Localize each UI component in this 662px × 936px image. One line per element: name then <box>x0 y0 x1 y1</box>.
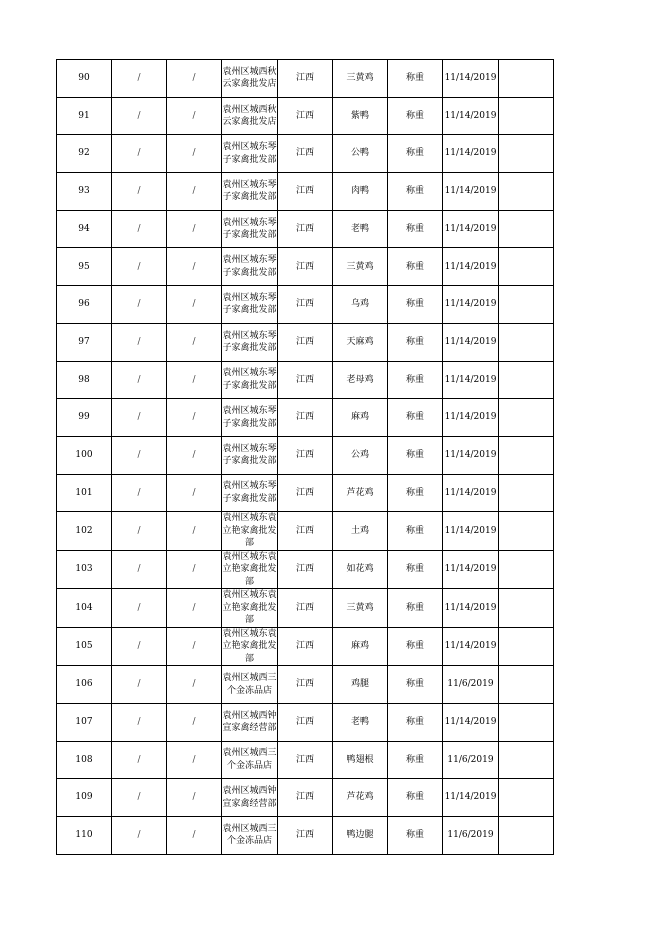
date-cell: 11/14/2019 <box>443 627 499 666</box>
slash-cell: / <box>112 512 167 551</box>
slash-cell: / <box>112 60 167 98</box>
row-number-cell: 104 <box>57 589 112 628</box>
slash-cell: / <box>112 210 167 248</box>
slash-cell: / <box>167 589 222 628</box>
slash-cell: / <box>167 323 222 361</box>
slash-cell: / <box>112 703 167 741</box>
method-cell: 称重 <box>388 589 443 628</box>
origin-cell: 江西 <box>278 627 333 666</box>
shop-name-cell: 袁州区城西钟宣家禽经营部 <box>222 703 278 741</box>
product-cell: 麻鸡 <box>333 627 388 666</box>
product-cell: 鸭边腿 <box>333 817 388 855</box>
origin-cell: 江西 <box>278 248 333 286</box>
product-cell: 土鸡 <box>333 512 388 551</box>
product-cell: 三黄鸡 <box>333 589 388 628</box>
row-number-cell: 106 <box>57 666 112 704</box>
shop-name-cell: 袁州区城东琴子家禽批发部 <box>222 474 278 512</box>
empty-cell <box>499 779 554 817</box>
slash-cell: / <box>167 512 222 551</box>
slash-cell: / <box>167 550 222 589</box>
empty-cell <box>499 436 554 474</box>
date-cell: 11/14/2019 <box>443 173 499 211</box>
slash-cell: / <box>167 627 222 666</box>
slash-cell: / <box>167 97 222 135</box>
product-cell: 麻鸡 <box>333 399 388 437</box>
product-cell: 紫鸭 <box>333 97 388 135</box>
date-cell: 11/14/2019 <box>443 399 499 437</box>
empty-cell <box>499 741 554 779</box>
slash-cell: / <box>112 779 167 817</box>
shop-name-cell: 袁州区城西秋云家禽批发店 <box>222 97 278 135</box>
empty-cell <box>499 589 554 628</box>
shop-name-cell: 袁州区城东琴子家禽批发部 <box>222 135 278 173</box>
row-number-cell: 109 <box>57 779 112 817</box>
table-row <box>57 512 554 551</box>
method-cell: 称重 <box>388 286 443 324</box>
table-row <box>57 550 554 589</box>
product-cell: 芦花鸡 <box>333 474 388 512</box>
slash-cell: / <box>167 741 222 779</box>
slash-cell: / <box>167 703 222 741</box>
empty-cell <box>499 248 554 286</box>
row-number-cell: 100 <box>57 436 112 474</box>
method-cell: 称重 <box>388 666 443 704</box>
shop-name-cell: 袁州区城东袁立艳家禽批发部 <box>222 628 277 664</box>
data-table <box>56 59 554 855</box>
row-number-cell: 110 <box>57 817 112 855</box>
table-row <box>57 323 554 361</box>
method-cell: 称重 <box>388 361 443 399</box>
slash-cell: / <box>167 779 222 817</box>
date-cell: 11/6/2019 <box>443 666 499 704</box>
shop-name-cell: 袁州区城东袁立艳家禽批发部 <box>222 513 277 549</box>
product-cell: 乌鸡 <box>333 286 388 324</box>
origin-cell: 江西 <box>278 286 333 324</box>
date-cell: 11/14/2019 <box>443 703 499 741</box>
method-cell: 称重 <box>388 550 443 589</box>
method-cell: 称重 <box>388 323 443 361</box>
row-number-cell: 93 <box>57 173 112 211</box>
table-row <box>57 361 554 399</box>
origin-cell: 江西 <box>278 97 333 135</box>
origin-cell: 江西 <box>278 779 333 817</box>
shop-name-cell: 袁州区城东琴子家禽批发部 <box>222 323 278 361</box>
date-cell: 11/14/2019 <box>443 474 499 512</box>
slash-cell: / <box>112 741 167 779</box>
product-cell: 老鸭 <box>333 210 388 248</box>
slash-cell: / <box>167 399 222 437</box>
empty-cell <box>499 135 554 173</box>
slash-cell: / <box>167 474 222 512</box>
table-row <box>57 627 554 666</box>
slash-cell: / <box>112 474 167 512</box>
empty-cell <box>499 550 554 589</box>
shop-name-cell: 袁州区城西钟宣家禽经营部 <box>222 779 278 817</box>
origin-cell: 江西 <box>278 135 333 173</box>
method-cell: 称重 <box>388 703 443 741</box>
origin-cell: 江西 <box>278 589 333 628</box>
product-cell: 肉鸭 <box>333 173 388 211</box>
table-row <box>57 399 554 437</box>
row-number-cell: 102 <box>57 512 112 551</box>
slash-cell: / <box>112 399 167 437</box>
method-cell: 称重 <box>388 779 443 817</box>
product-cell: 如花鸡 <box>333 550 388 589</box>
slash-cell: / <box>112 286 167 324</box>
origin-cell: 江西 <box>278 741 333 779</box>
row-number-cell: 94 <box>57 210 112 248</box>
slash-cell: / <box>167 135 222 173</box>
slash-cell: / <box>167 210 222 248</box>
table-row <box>57 97 554 135</box>
row-number-cell: 97 <box>57 323 112 361</box>
table-row <box>57 741 554 779</box>
empty-cell <box>499 627 554 666</box>
origin-cell: 江西 <box>278 361 333 399</box>
date-cell: 11/14/2019 <box>443 512 499 551</box>
table-row <box>57 210 554 248</box>
product-cell: 三黄鸡 <box>333 60 388 98</box>
method-cell: 称重 <box>388 173 443 211</box>
date-cell: 11/14/2019 <box>443 286 499 324</box>
slash-cell: / <box>167 60 222 98</box>
slash-cell: / <box>112 323 167 361</box>
origin-cell: 江西 <box>278 550 333 589</box>
method-cell: 称重 <box>388 474 443 512</box>
slash-cell: / <box>112 550 167 589</box>
origin-cell: 江西 <box>278 703 333 741</box>
origin-cell: 江西 <box>278 436 333 474</box>
row-number-cell: 101 <box>57 474 112 512</box>
slash-cell: / <box>167 248 222 286</box>
empty-cell <box>499 666 554 704</box>
date-cell: 11/14/2019 <box>443 210 499 248</box>
table-row <box>57 474 554 512</box>
product-cell: 芦花鸡 <box>333 779 388 817</box>
method-cell: 称重 <box>388 248 443 286</box>
shop-name-cell: 袁州区城西秋云家禽批发店 <box>222 60 278 98</box>
row-number-cell: 103 <box>57 550 112 589</box>
origin-cell: 江西 <box>278 210 333 248</box>
table-body <box>57 60 554 855</box>
date-cell: 11/14/2019 <box>443 589 499 628</box>
table-row <box>57 703 554 741</box>
table-row <box>57 779 554 817</box>
row-number-cell: 90 <box>57 60 112 98</box>
empty-cell <box>499 286 554 324</box>
slash-cell: / <box>167 436 222 474</box>
shop-name-cell: 袁州区城西三个金冻品店 <box>222 817 278 855</box>
slash-cell: / <box>112 817 167 855</box>
table-row <box>57 286 554 324</box>
method-cell: 称重 <box>388 512 443 551</box>
origin-cell: 江西 <box>278 817 333 855</box>
empty-cell <box>499 399 554 437</box>
date-cell: 11/6/2019 <box>443 817 499 855</box>
slash-cell: / <box>112 173 167 211</box>
table-row <box>57 817 554 855</box>
row-number-cell: 99 <box>57 399 112 437</box>
product-cell: 公鸡 <box>333 436 388 474</box>
shop-name-cell: 袁州区城西三个金冻品店 <box>222 741 278 779</box>
date-cell: 11/14/2019 <box>443 550 499 589</box>
row-number-cell: 96 <box>57 286 112 324</box>
empty-cell <box>499 210 554 248</box>
slash-cell: / <box>167 286 222 324</box>
slash-cell: / <box>112 361 167 399</box>
shop-name-cell: 袁州区城东袁立艳家禽批发部 <box>222 551 277 587</box>
row-number-cell: 98 <box>57 361 112 399</box>
table-row <box>57 436 554 474</box>
table-row <box>57 135 554 173</box>
table-row <box>57 589 554 628</box>
empty-cell <box>499 323 554 361</box>
method-cell: 称重 <box>388 135 443 173</box>
empty-cell <box>499 817 554 855</box>
origin-cell: 江西 <box>278 399 333 437</box>
origin-cell: 江西 <box>278 474 333 512</box>
row-number-cell: 107 <box>57 703 112 741</box>
date-cell: 11/14/2019 <box>443 436 499 474</box>
product-cell: 鸡腿 <box>333 666 388 704</box>
date-cell: 11/14/2019 <box>443 323 499 361</box>
origin-cell: 江西 <box>278 173 333 211</box>
slash-cell: / <box>112 248 167 286</box>
shop-name-cell: 袁州区城东琴子家禽批发部 <box>222 399 278 437</box>
origin-cell: 江西 <box>278 666 333 704</box>
product-cell: 老母鸡 <box>333 361 388 399</box>
method-cell: 称重 <box>388 436 443 474</box>
slash-cell: / <box>112 627 167 666</box>
date-cell: 11/14/2019 <box>443 248 499 286</box>
slash-cell: / <box>112 97 167 135</box>
empty-cell <box>499 703 554 741</box>
date-cell: 11/6/2019 <box>443 741 499 779</box>
date-cell: 11/14/2019 <box>443 97 499 135</box>
origin-cell: 江西 <box>278 512 333 551</box>
slash-cell: / <box>167 817 222 855</box>
empty-cell <box>499 97 554 135</box>
method-cell: 称重 <box>388 627 443 666</box>
method-cell: 称重 <box>388 210 443 248</box>
date-cell: 11/14/2019 <box>443 60 499 98</box>
slash-cell: / <box>112 436 167 474</box>
slash-cell: / <box>167 666 222 704</box>
row-number-cell: 91 <box>57 97 112 135</box>
row-number-cell: 95 <box>57 248 112 286</box>
method-cell: 称重 <box>388 817 443 855</box>
table-row <box>57 666 554 704</box>
product-cell: 天麻鸡 <box>333 323 388 361</box>
shop-name-cell: 袁州区城东琴子家禽批发部 <box>222 361 278 399</box>
origin-cell: 江西 <box>278 323 333 361</box>
method-cell: 称重 <box>388 741 443 779</box>
shop-name-cell: 袁州区城东琴子家禽批发部 <box>222 436 278 474</box>
product-cell: 鸭翅根 <box>333 741 388 779</box>
slash-cell: / <box>112 666 167 704</box>
table-row <box>57 60 554 98</box>
empty-cell <box>499 60 554 98</box>
table-row <box>57 248 554 286</box>
row-number-cell: 92 <box>57 135 112 173</box>
shop-name-cell: 袁州区城东琴子家禽批发部 <box>222 248 278 286</box>
empty-cell <box>499 173 554 211</box>
slash-cell: / <box>167 173 222 211</box>
date-cell: 11/14/2019 <box>443 135 499 173</box>
row-number-cell: 108 <box>57 741 112 779</box>
method-cell: 称重 <box>388 60 443 98</box>
date-cell: 11/14/2019 <box>443 361 499 399</box>
row-number-cell: 105 <box>57 627 112 666</box>
method-cell: 称重 <box>388 399 443 437</box>
product-cell: 三黄鸡 <box>333 248 388 286</box>
empty-cell <box>499 512 554 551</box>
method-cell: 称重 <box>388 97 443 135</box>
shop-name-cell: 袁州区城东琴子家禽批发部 <box>222 173 278 211</box>
shop-name-cell: 袁州区城东琴子家禽批发部 <box>222 210 278 248</box>
shop-name-cell: 袁州区城东袁立艳家禽批发部 <box>222 590 277 626</box>
empty-cell <box>499 474 554 512</box>
origin-cell: 江西 <box>278 60 333 98</box>
shop-name-cell: 袁州区城西三个金冻品店 <box>222 666 278 704</box>
slash-cell: / <box>112 589 167 628</box>
product-cell: 老鸭 <box>333 703 388 741</box>
slash-cell: / <box>167 361 222 399</box>
shop-name-cell: 袁州区城东琴子家禽批发部 <box>222 286 278 324</box>
empty-cell <box>499 361 554 399</box>
date-cell: 11/14/2019 <box>443 779 499 817</box>
table-row <box>57 173 554 211</box>
product-cell: 公鸭 <box>333 135 388 173</box>
slash-cell: / <box>112 135 167 173</box>
